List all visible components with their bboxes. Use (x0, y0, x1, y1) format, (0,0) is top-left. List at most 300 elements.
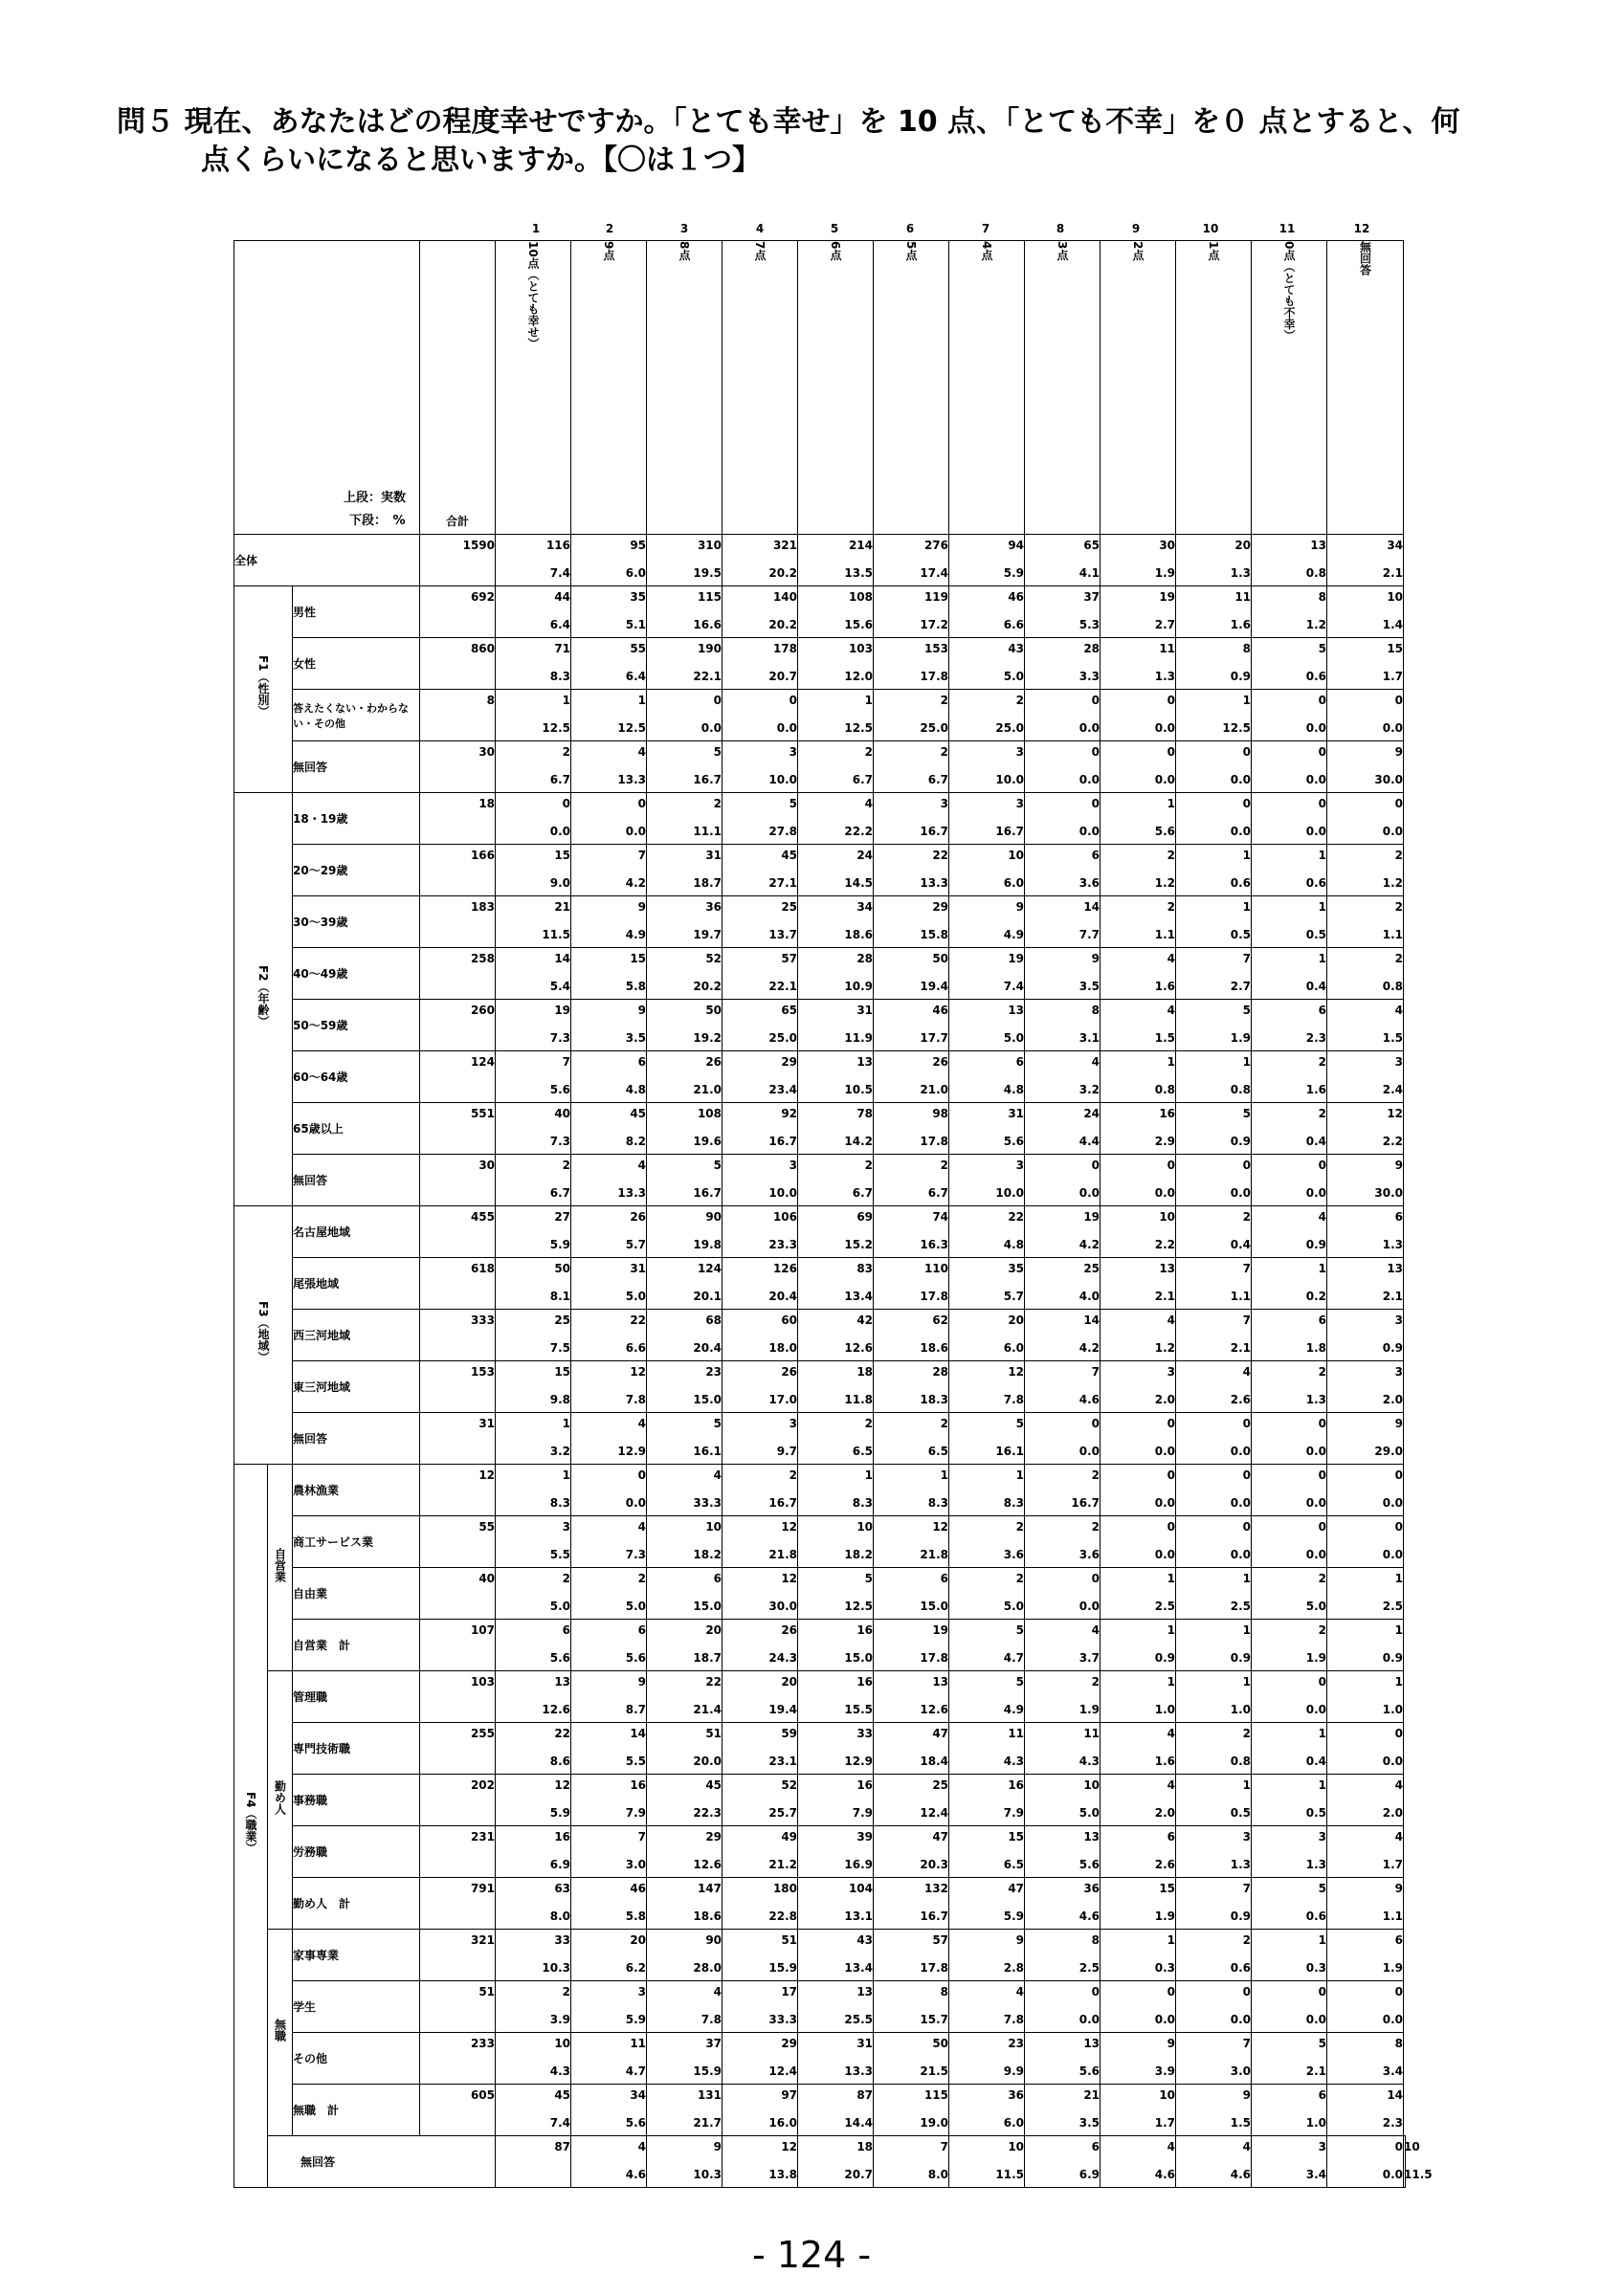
cell-percent: 11.8 (844, 1393, 874, 1406)
cell-percent: 18.3 (920, 1393, 949, 1406)
cell-count: 2 (864, 1159, 874, 1172)
column-number: 4 (755, 222, 765, 235)
cell-count: 4 (1394, 1778, 1404, 1792)
header-col-label: 6点 (829, 241, 843, 261)
cell-percent: 4.3 (1003, 1755, 1025, 1768)
data-cell (723, 1000, 798, 1051)
data-cell (798, 1981, 874, 2033)
data-cell (571, 1413, 647, 1465)
table-row (234, 1671, 1406, 1723)
cell-percent: 0.5 (1305, 928, 1327, 941)
cell-percent: 7.4 (1003, 980, 1025, 993)
data-cell (1025, 1775, 1101, 1826)
cell-count: 4 (713, 1468, 723, 1482)
data-cell (798, 1465, 874, 1516)
cell-count: 46 (1008, 590, 1025, 604)
data-cell (571, 1930, 647, 1981)
cell-count: 27 (554, 1210, 571, 1224)
cell-count: 57 (781, 952, 798, 965)
cell-count: 1 (1394, 1675, 1404, 1689)
cell-count: 24 (856, 849, 874, 862)
row-total (420, 2033, 496, 2085)
cell-count: 34 (630, 2088, 647, 2102)
cell-count: 16 (554, 1830, 571, 1843)
data-cell (571, 1155, 647, 1206)
row-label-text: 50～59歳 (293, 1019, 348, 1032)
data-cell (1327, 845, 1404, 896)
data-cell (1025, 1878, 1101, 1930)
cell-percent: 5.6 (625, 2116, 647, 2130)
cell-count: 7 (940, 2140, 949, 2153)
cell-percent: 6.6 (1003, 618, 1025, 631)
data-cell (1252, 1103, 1327, 1155)
data-cell (1025, 690, 1101, 741)
data-cell (798, 1051, 874, 1103)
data-cell (647, 1775, 723, 1826)
cell-percent: 10.0 (768, 773, 798, 786)
data-cell (723, 1465, 798, 1516)
row-label-text: 尾張地域 (293, 1277, 340, 1291)
data-cell (874, 586, 949, 638)
cell-percent: 4.9 (625, 928, 647, 941)
cell-count: 3 (1015, 745, 1025, 759)
data-cell (496, 896, 571, 948)
cell-percent: 7.9 (852, 1806, 874, 1820)
cell-count: 90 (705, 1210, 723, 1224)
cell-percent: 19.7 (693, 928, 723, 941)
cell-count: 0 (1394, 1727, 1404, 1740)
cell-percent: 6.7 (927, 773, 949, 786)
data-cell (874, 690, 949, 741)
cell-count: 65 (1083, 539, 1101, 552)
cell-percent: 0.0 (1305, 825, 1327, 838)
cell-percent: 1.0 (1230, 1703, 1252, 1716)
cell-percent: 20.1 (693, 1290, 723, 1303)
cell-count: 5 (789, 797, 798, 810)
cell-percent: 3.0 (625, 1858, 647, 1871)
cell-percent: 0.0 (1305, 1496, 1327, 1510)
data-cell (1176, 1620, 1252, 1671)
cell-percent: 4.6 (1230, 2168, 1252, 2181)
cell-percent: 0.0 (1382, 1548, 1404, 1561)
cell-count: 35 (1008, 1262, 1025, 1275)
data-cell (496, 1465, 571, 1516)
data-cell (1252, 1465, 1327, 1516)
table-row (234, 793, 1406, 845)
data-cell (1101, 1826, 1176, 1878)
data-cell (1025, 1051, 1101, 1103)
cell-percent: 5.3 (1078, 618, 1101, 631)
cell-percent: 0.0 (1382, 2168, 1404, 2181)
row-total-value: 605 (470, 2088, 496, 2102)
data-cell (1101, 1206, 1176, 1258)
cell-count: 44 (554, 590, 571, 604)
data-cell (949, 1155, 1025, 1206)
cell-count: 3 (1318, 1830, 1327, 1843)
cell-count: 1 (1242, 1778, 1252, 1792)
cell-count: 0 (1394, 694, 1404, 707)
data-cell (1101, 1568, 1176, 1620)
cell-count: 119 (923, 590, 949, 604)
cell-percent: 2.2 (1154, 1238, 1176, 1251)
cell-percent: 0.9 (1305, 1238, 1327, 1251)
cell-count: 30 (1159, 539, 1176, 552)
data-cell (1176, 1723, 1252, 1775)
data-cell (949, 2136, 1025, 2188)
column-number: 12 (1353, 222, 1370, 235)
row-label (293, 1258, 420, 1310)
cell-count: 12 (781, 1572, 798, 1585)
header-total (420, 241, 496, 535)
cell-percent: 6.4 (625, 670, 647, 683)
row-label (293, 1310, 420, 1361)
data-cell (496, 2085, 571, 2136)
data-cell (647, 1206, 723, 1258)
header-total-label: 合計 (446, 515, 470, 528)
table-row (234, 586, 1406, 638)
cell-percent: 15.2 (844, 1238, 874, 1251)
data-cell (571, 535, 647, 586)
row-total-value: 333 (470, 1314, 496, 1327)
data-cell (1176, 2136, 1252, 2188)
cell-percent: 6.5 (852, 1445, 874, 1458)
row-label-text: 専門技術職 (293, 1742, 351, 1755)
data-cell (1025, 1930, 1101, 1981)
table-row (234, 896, 1406, 948)
cell-percent: 2.3 (1382, 2116, 1404, 2130)
cell-count: 29 (781, 1055, 798, 1069)
row-label-text: 無回答 (293, 761, 328, 774)
data-cell (949, 1775, 1025, 1826)
cell-percent: 16.7 (693, 1186, 723, 1200)
data-cell (798, 1361, 874, 1413)
data-cell (496, 845, 571, 896)
data-cell (1176, 1361, 1252, 1413)
header-col (1327, 241, 1404, 535)
row-label-text: 男性 (293, 606, 317, 619)
row-label (293, 638, 420, 690)
data-cell (496, 1568, 571, 1620)
data-cell (1252, 845, 1327, 896)
cell-count: 42 (856, 1314, 874, 1327)
cell-percent: 0.5 (1230, 928, 1252, 941)
data-cell (723, 1413, 798, 1465)
cell-percent: 1.0 (1154, 1703, 1176, 1716)
data-cell (1025, 1568, 1101, 1620)
cell-percent: 6.7 (927, 1186, 949, 1200)
row-total-value: 791 (470, 1882, 496, 1895)
group-label-text: F2（年齢） (256, 965, 270, 1027)
data-cell (1327, 1258, 1404, 1310)
row-total (420, 2085, 496, 2136)
row-label (293, 793, 420, 845)
cell-percent: 13.8 (768, 2168, 798, 2181)
cell-percent: 2.1 (1154, 1290, 1176, 1303)
table-row (234, 2085, 1406, 2136)
cell-count: 16 (630, 1778, 647, 1792)
cell-count: 1 (1242, 1675, 1252, 1689)
cell-percent: 6.0 (1003, 2116, 1025, 2130)
row-total (420, 1826, 496, 1878)
data-cell (798, 535, 874, 586)
data-cell (1101, 1981, 1176, 2033)
cell-percent: 0.0 (1154, 721, 1176, 735)
cell-count: 116 (545, 539, 571, 552)
data-cell (874, 2033, 949, 2085)
row-total-value: 231 (470, 1830, 496, 1843)
cell-percent: 7.8 (1003, 1393, 1025, 1406)
cell-count: 9 (637, 900, 647, 914)
cell-count: 0 (1091, 1572, 1101, 1585)
column-number: 6 (905, 222, 915, 235)
subgroup-label-text: 自営業 (273, 1547, 287, 1582)
cell-percent: 19.4 (920, 980, 949, 993)
data-cell (1327, 1000, 1404, 1051)
data-cell (647, 586, 723, 638)
row-total (420, 1878, 496, 1930)
cell-percent: 21.7 (693, 2116, 723, 2130)
cell-count: 6 (1318, 1314, 1327, 1327)
cell-count: 5 (713, 1159, 723, 1172)
row-label (293, 2033, 420, 2085)
cell-count: 31 (856, 1004, 874, 1017)
header-col (1101, 241, 1176, 535)
data-cell (1327, 1051, 1404, 1103)
cell-percent: 11.5 (1404, 2168, 1433, 2181)
cell-count: 19 (932, 1623, 949, 1637)
data-cell (723, 1620, 798, 1671)
cell-count: 36 (1008, 2088, 1025, 2102)
cell-count: 59 (781, 1727, 798, 1740)
row-total (420, 1051, 496, 1103)
row-total-value: 166 (470, 849, 496, 862)
cell-percent: 4.6 (1154, 2168, 1176, 2181)
cell-percent: 4.1 (1078, 566, 1101, 580)
data-cell (1176, 1775, 1252, 1826)
cell-count: 1 (1318, 1778, 1327, 1792)
cell-count: 5 (713, 745, 723, 759)
header-col (798, 241, 874, 535)
cell-percent: 0.0 (1230, 1445, 1252, 1458)
cell-percent: 7.8 (1003, 2013, 1025, 2026)
cell-percent: 0.0 (1078, 825, 1101, 838)
cell-count: 0 (1318, 694, 1327, 707)
cell-count: 25 (554, 1314, 571, 1327)
cell-count: 19 (1159, 590, 1176, 604)
data-cell (723, 2085, 798, 2136)
row-total (420, 1103, 496, 1155)
data-cell (723, 1361, 798, 1413)
table-row (234, 1413, 1406, 1465)
data-cell (1327, 1310, 1404, 1361)
cell-percent: 0.0 (1230, 825, 1252, 838)
cell-percent: 3.5 (1078, 980, 1101, 993)
data-cell (647, 845, 723, 896)
cell-percent: 1.3 (1305, 1393, 1327, 1406)
cell-percent: 7.9 (625, 1806, 647, 1820)
data-cell (571, 741, 647, 793)
cell-percent: 18.6 (844, 928, 874, 941)
data-cell (949, 1723, 1025, 1775)
cell-percent: 11.1 (693, 825, 723, 838)
row-total (420, 1155, 496, 1206)
cell-count: 46 (630, 1882, 647, 1895)
cell-percent: 15.0 (844, 1651, 874, 1665)
row-total (420, 1981, 496, 2033)
cell-percent: 25.5 (844, 2013, 874, 2026)
cell-count: 14 (1387, 2088, 1404, 2102)
cell-count: 9 (637, 1675, 647, 1689)
cell-count: 6 (713, 1572, 723, 1585)
cell-count: 4 (1091, 1055, 1101, 1069)
data-cell (1252, 793, 1327, 845)
data-cell (647, 2033, 723, 2085)
cell-percent: 14.2 (844, 1135, 874, 1148)
cell-count: 6 (1394, 1210, 1404, 1224)
data-cell (1327, 1568, 1404, 1620)
data-cell (1327, 586, 1404, 638)
data-cell (723, 1981, 798, 2033)
cell-percent: 12.6 (542, 1703, 571, 1716)
data-cell (571, 2085, 647, 2136)
cell-percent: 5.6 (625, 1651, 647, 1665)
data-cell (1252, 1568, 1327, 1620)
data-cell (798, 896, 874, 948)
row-label-text: 商工サービス業 (293, 1535, 374, 1549)
cell-percent: 0.3 (1154, 1961, 1176, 1975)
row-label (293, 1155, 420, 1206)
cell-count: 25 (932, 1778, 949, 1792)
cell-count: 92 (781, 1107, 798, 1120)
cell-count: 6 (940, 1572, 949, 1585)
cell-count: 8 (1318, 590, 1327, 604)
cell-percent: 0.0 (1154, 773, 1176, 786)
cell-count: 1 (864, 694, 874, 707)
data-cell (647, 2136, 723, 2188)
cell-percent: 5.8 (625, 1910, 647, 1923)
column-number: 5 (830, 222, 839, 235)
cell-percent: 10.3 (693, 2168, 723, 2181)
cell-percent: 0.6 (1305, 670, 1327, 683)
data-cell (1327, 1361, 1404, 1413)
group-label (234, 793, 293, 1206)
cell-count: 6 (1091, 2140, 1101, 2153)
cell-percent: 1.8 (1305, 1341, 1327, 1355)
data-cell (496, 638, 571, 690)
header-corner (234, 241, 420, 535)
data-cell (571, 1310, 647, 1361)
data-cell (571, 1620, 647, 1671)
data-cell (496, 1516, 571, 1568)
row-label-text: 東三河地域 (293, 1380, 351, 1394)
data-cell (798, 1413, 874, 1465)
cell-percent: 13.7 (768, 928, 798, 941)
cell-percent: 4.0 (1078, 1290, 1101, 1303)
cell-percent: 4.6 (1078, 1910, 1101, 1923)
cell-percent: 19.8 (693, 1238, 723, 1251)
cell-count: 10 (705, 1520, 723, 1534)
cell-percent: 4.2 (1078, 1341, 1101, 1355)
cell-percent: 17.8 (920, 1135, 949, 1148)
subgroup-label (268, 1930, 293, 2136)
data-cell (949, 1103, 1025, 1155)
data-cell (949, 1361, 1025, 1413)
data-cell (1101, 1671, 1176, 1723)
cell-percent: 18.6 (920, 1341, 949, 1355)
row-label-text: 無回答 (300, 2155, 336, 2169)
cell-percent: 3.6 (1003, 1548, 1025, 1561)
cell-percent: 5.0 (625, 1600, 647, 1613)
row-label-text: 労務職 (293, 1845, 328, 1859)
data-cell (1101, 638, 1176, 690)
cell-count: 2 (1015, 1572, 1025, 1585)
data-cell (571, 1516, 647, 1568)
data-cell (1252, 948, 1327, 1000)
cell-percent: 0.0 (1154, 1496, 1176, 1510)
cell-percent: 1.1 (1382, 1910, 1404, 1923)
data-cell (1327, 1775, 1404, 1826)
data-cell (496, 1051, 571, 1103)
data-cell (1252, 690, 1327, 741)
data-cell (949, 1878, 1025, 1930)
row-total (420, 586, 496, 638)
cell-count: 15 (554, 849, 571, 862)
cell-percent: 9.9 (1003, 2064, 1025, 2078)
row-label-text: 管理職 (293, 1690, 328, 1704)
cell-percent: 20.7 (844, 2168, 874, 2181)
data-cell (874, 741, 949, 793)
cell-percent: 17.8 (920, 1961, 949, 1975)
cell-count: 1 (1242, 1055, 1252, 1069)
data-cell (1025, 896, 1101, 948)
cell-count: 2 (789, 1468, 798, 1482)
cell-count: 276 (923, 539, 949, 552)
data-cell (798, 638, 874, 690)
data-cell (571, 1000, 647, 1051)
cell-count: 2 (1167, 900, 1176, 914)
cell-percent: 17.7 (920, 1031, 949, 1045)
cell-percent: 0.5 (1230, 1806, 1252, 1820)
cell-count: 0 (1167, 1159, 1176, 1172)
data-cell (1101, 1516, 1176, 1568)
data-cell (1101, 586, 1176, 638)
cell-percent: 2.5 (1230, 1600, 1252, 1613)
cell-count: 2 (1318, 1572, 1327, 1585)
data-cell (1025, 1723, 1101, 1775)
cell-percent: 8.3 (549, 1496, 571, 1510)
cell-percent: 25.0 (920, 721, 949, 735)
cell-percent: 4.9 (1003, 928, 1025, 941)
cell-count: 10 (554, 2037, 571, 2050)
row-total (420, 1516, 496, 1568)
cell-percent: 12.6 (693, 1858, 723, 1871)
data-cell (1025, 1361, 1101, 1413)
data-cell (1025, 638, 1101, 690)
cell-count: 2 (1318, 1055, 1327, 1069)
cell-percent: 15.5 (844, 1703, 874, 1716)
cell-percent: 22.2 (844, 825, 874, 838)
data-cell (798, 1516, 874, 1568)
data-cell (1101, 741, 1176, 793)
data-cell (1025, 1310, 1101, 1361)
data-cell (1101, 1620, 1176, 1671)
cell-count: 9 (1015, 900, 1025, 914)
cell-percent: 13.3 (617, 773, 647, 786)
cell-count: 13 (1159, 1262, 1176, 1275)
cell-percent: 0.0 (1078, 1600, 1101, 1613)
cell-percent: 25.7 (768, 1806, 798, 1820)
data-cell (1101, 1413, 1176, 1465)
